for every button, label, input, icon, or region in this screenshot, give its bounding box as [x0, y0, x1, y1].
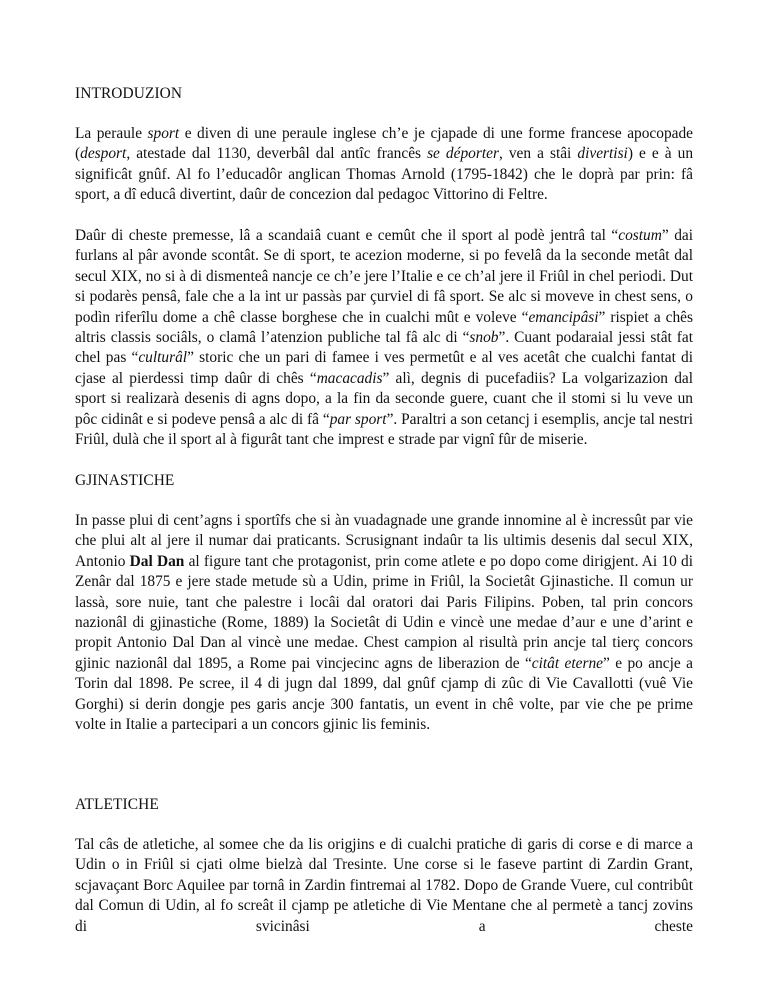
- paragraph-gjinastiche-1: [75, 511, 693, 735]
- text-run: La peraule: [75, 125, 148, 142]
- text-run: ”. Paraltri a son cetancj i esemplis, ancje tal nestri Friûl, dulà che il sport al à figurât tant che imprest e strade par vignî fûr de miserie.: [75, 410, 693, 449]
- italic-term: snob: [469, 329, 499, 347]
- paragraph-atletiche-1: [75, 835, 693, 937]
- heading-atletiche: ATLETICHE: [75, 796, 159, 813]
- text-run: Daûr di cheste premesse, lâ a scandaiâ cuant e cemût che il sport al podè jentrâ tal “: [75, 227, 619, 244]
- text-run: ” storic che un pari di famee i ves permetût e al ves acetât che cualchi fantat di cjase al pierdessi timp daûr di chês “: [75, 349, 693, 387]
- italic-term: divertisi: [577, 145, 628, 163]
- text-run: In passe plui di cent’agns i sportîfs che si àn vuadagnade une grande innomine al è incressût par vie che plui alt al jere il numar dai praticants. Scrusignant indaûr ta lis ultimis desenis dal secul XIX, Antonio: [75, 512, 693, 570]
- text-run: , ven a stâi: [498, 145, 578, 163]
- text-run: ” alì, degnis di pucefadiis? La volgarizazion dal sport si realizarà desenis di agns dopo, a la fin da seconde guere, cuant che il stomi si lu veve un pôc cidinât e si podeve pensâ a alc di fâ “: [75, 369, 693, 428]
- text-run: ”. Cuant podaraial jessi stât fat chel pas “: [75, 329, 693, 367]
- heading-gjinastiche: GJINASTICHE: [75, 472, 175, 489]
- italic-term: macacadis: [316, 369, 383, 387]
- text-run: ) e e à un significât gnûf. Al fo l’educadôr anglican Thomas Arnold (1795-1842) che le doprà par prin: fâ sport, a dî educâ divertint, daûr de concezion dal pedagoc Vittorino di Feltre.: [75, 145, 694, 204]
- text-run: e diven di une peraule inglese ch’e je cjapade di une forme francese apocopade (: [75, 125, 694, 163]
- italic-term: culturâl: [138, 349, 188, 367]
- bold-name: Dal Dan: [129, 552, 185, 570]
- italic-term: desport: [80, 145, 127, 163]
- italic-term: sport: [147, 125, 180, 142]
- text-run: al figure tant che protagonist, prin come atlete e po dopo come dirigjent. Ai 10 di Zenâr dal 1875 e jere stade metude sù a Udin, prime in Friûl, la Societât Gjinastiche. Il comun ur lassà, sore nuie, tant che palestre i locâi dal oratori dai Paris Filipins. Poben, tal prin concors nazionâl di gjinastiche (Rome, 1889) la Societât di Udin e vincè une medae d’aur e une d’arint e propit Antonio Dal Dan al vincè une medae. Chest campion al risultà prin ancje tal tierç concors gjinic nazionâl dal 1895, a Rome pai vincjecinc agns de liberazion de “: [75, 552, 693, 672]
- italic-term: se déporter: [427, 145, 499, 163]
- text-run: ” dai furlans al pâr avonde scontât. Se di sport, te acezion moderne, si po fevelâ da la seconde metât dal secul XIX, no si à di dismenteâ nancje ce ch’e jere l’Italie e ce ch’al jere il Friûl in chel periodi. Dut si podarès pensâ, fale che a la int ur passàs par çurviel di fâ sport. Se alc si moveve in chest sens, o podìn riferîlu dome a chê classe borghese che in cualchi mût e voleve “: [75, 227, 693, 326]
- italic-term: emancipâsi: [528, 308, 599, 326]
- paragraph-intro-1: [75, 124, 693, 206]
- paragraph-intro-2: [75, 226, 693, 450]
- text-run: ” rispiet a chês altris classis sociâls, o clamâ l’atenzion publiche tal fâ alc di “: [75, 308, 693, 347]
- text-run: , atestade dal 1130, deverbâl dal antîc francês: [126, 145, 428, 163]
- italic-term: costum: [618, 227, 662, 244]
- italic-term: par sport: [329, 410, 387, 428]
- text-run: Tal câs de atletiche, al somee che da lis origjins e di cualchi pratiche di garis di corse e di marce a Udin o in Friûl si cjati olme bielzà dal Tresinte. Une corse si le faseve partint di Zardin Grant, scjavaçant Borc Aquilee par tornâ in Zardin fintremai al 1782. Dopo de Grande Vuere, cul contribût dal Comun di Udin, al fo screât il cjamp pe atletiche di Vie Mentane che al permetè a tancj zovins di svicinâsi a cheste: [75, 836, 693, 935]
- italic-term: citât eterne: [531, 654, 603, 672]
- heading-introduzion: INTRODUZION: [75, 85, 183, 102]
- text-run: ” e po ancje a Torin dal 1898. Pe scree, il 4 di jugn dal 1899, dal gnûf cjamp di zûc di Vie Cavallotti (vuê Vie Gorghi) si derin dongje pes garis ancje 300 fantatis, un event in chê volte, par vie che pe prime volte in Italie a partecipari a un concors gjinic lis feminis.: [75, 654, 693, 734]
